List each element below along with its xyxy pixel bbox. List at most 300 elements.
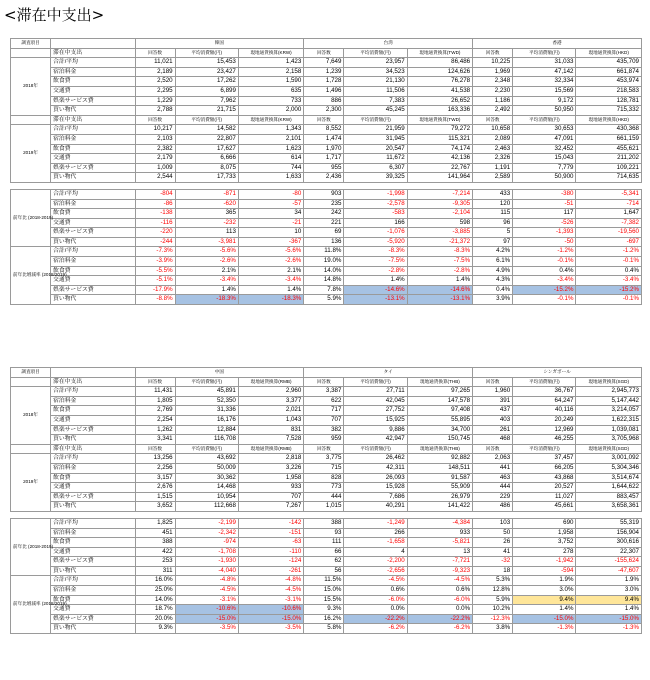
value-cell: -13.1% bbox=[407, 295, 472, 305]
value-cell: 2,326 bbox=[473, 154, 513, 164]
value-cell: -367 bbox=[238, 237, 303, 247]
value-cell: -974 bbox=[175, 538, 238, 548]
value-cell: 148,511 bbox=[407, 463, 472, 473]
value-cell: -21,372 bbox=[407, 237, 472, 247]
table-row bbox=[11, 415, 642, 425]
value-cell: 9.4% bbox=[576, 595, 642, 605]
value-cell: 218,583 bbox=[576, 86, 642, 96]
table-row bbox=[11, 199, 642, 209]
value-cell: 744 bbox=[238, 163, 303, 173]
value-cell: 707 bbox=[304, 415, 344, 425]
value-cell: 1.4% bbox=[344, 276, 407, 286]
value-cell: 147,578 bbox=[407, 396, 472, 406]
value-cell: -6.0% bbox=[344, 595, 407, 605]
value-cell: 451 bbox=[135, 528, 175, 538]
value-cell: -10.6% bbox=[175, 605, 238, 615]
value-cell: 933 bbox=[238, 483, 303, 493]
subheader-avg: 平均消費額(円) bbox=[175, 115, 238, 125]
group-label: 前年比増減率 (2018/2019) bbox=[11, 247, 51, 305]
value-cell: 14.0% bbox=[304, 266, 344, 276]
value-cell: 22,807 bbox=[175, 134, 238, 144]
value-cell: 1,515 bbox=[135, 492, 175, 502]
value-cell: 0.6% bbox=[344, 586, 407, 596]
value-cell: 3.8% bbox=[473, 624, 513, 634]
subheader-avg: 平均消費額(円) bbox=[513, 48, 576, 58]
item-cell: 合計/平均 bbox=[51, 576, 135, 586]
value-cell: 1.4% bbox=[407, 276, 472, 286]
value-cell: 20,249 bbox=[513, 415, 576, 425]
value-cell: 36,767 bbox=[513, 387, 576, 397]
value-cell: 1,009 bbox=[135, 163, 175, 173]
table-row bbox=[11, 586, 642, 596]
table-row bbox=[11, 473, 642, 483]
value-cell: 388 bbox=[135, 538, 175, 548]
value-cell: 690 bbox=[513, 518, 576, 528]
item-cell: 交通費 bbox=[51, 415, 135, 425]
value-cell: 50,950 bbox=[513, 106, 576, 116]
value-cell: 16,176 bbox=[175, 415, 238, 425]
value-cell: 11,431 bbox=[135, 387, 175, 397]
item-cell: 飲食費 bbox=[51, 77, 135, 87]
value-cell: 3,226 bbox=[238, 463, 303, 473]
table-row bbox=[11, 492, 642, 502]
value-cell: -2,200 bbox=[344, 557, 407, 567]
table-row bbox=[11, 77, 642, 87]
value-cell: -9,305 bbox=[407, 199, 472, 209]
value-cell: 441 bbox=[473, 463, 513, 473]
table-row bbox=[11, 96, 642, 106]
table-row bbox=[11, 605, 642, 615]
item-cell: 交通費 bbox=[51, 276, 135, 286]
value-cell: 7,267 bbox=[238, 502, 303, 512]
value-cell: 20,527 bbox=[513, 483, 576, 493]
value-cell: -3.4% bbox=[513, 276, 576, 286]
value-cell: -620 bbox=[175, 199, 238, 209]
value-cell: 10,658 bbox=[473, 125, 513, 135]
value-cell: 41 bbox=[473, 547, 513, 557]
item-cell: 交通費 bbox=[51, 547, 135, 557]
value-cell: 23,957 bbox=[344, 58, 407, 68]
subheader-avg: 平均消費額(円) bbox=[344, 48, 407, 58]
value-cell: 5,147,442 bbox=[576, 396, 642, 406]
item-cell: 娯楽サービス費 bbox=[51, 614, 135, 624]
value-cell: -3.4% bbox=[238, 276, 303, 286]
item-cell: 娯楽サービス費 bbox=[51, 425, 135, 435]
value-cell: 39,325 bbox=[344, 173, 407, 183]
value-cell: 40,291 bbox=[344, 502, 407, 512]
value-cell: -18.3% bbox=[175, 295, 238, 305]
value-cell: 235 bbox=[304, 199, 344, 209]
value-cell: 7,779 bbox=[513, 163, 576, 173]
subheader-lcu: 現地通貨換算(SGD) bbox=[576, 444, 642, 454]
value-cell: 52,350 bbox=[175, 396, 238, 406]
value-cell: 13 bbox=[407, 547, 472, 557]
value-cell: 141,422 bbox=[407, 502, 472, 512]
value-cell: 27,752 bbox=[344, 406, 407, 416]
value-cell: 15,925 bbox=[344, 415, 407, 425]
value-cell: 41,538 bbox=[407, 86, 472, 96]
value-cell: -6.2% bbox=[344, 624, 407, 634]
value-cell: 43,868 bbox=[513, 473, 576, 483]
value-cell: 1.4% bbox=[576, 605, 642, 615]
value-cell: -244 bbox=[135, 237, 175, 247]
item-cell: 宿泊料金 bbox=[51, 134, 135, 144]
value-cell: 15,569 bbox=[513, 86, 576, 96]
value-cell: 2,254 bbox=[135, 415, 175, 425]
value-cell: 903 bbox=[304, 189, 344, 199]
value-cell: 3,001,092 bbox=[576, 454, 642, 464]
value-cell: -697 bbox=[576, 237, 642, 247]
value-cell: 5,304,346 bbox=[576, 463, 642, 473]
value-cell: 117 bbox=[513, 209, 576, 219]
value-cell: -14.6% bbox=[407, 285, 472, 295]
value-cell: -15.2% bbox=[513, 285, 576, 295]
value-cell: 1,015 bbox=[304, 502, 344, 512]
value-cell: -3.1% bbox=[175, 595, 238, 605]
value-cell: 2,103 bbox=[135, 134, 175, 144]
value-cell: 31,033 bbox=[513, 58, 576, 68]
value-cell: 111 bbox=[304, 538, 344, 548]
value-cell: 2,158 bbox=[238, 67, 303, 77]
value-cell: 10,954 bbox=[175, 492, 238, 502]
subheader-lcu: 現地通貨換算(SGD) bbox=[576, 377, 642, 387]
value-cell: 1,958 bbox=[513, 528, 576, 538]
value-cell: 933 bbox=[407, 528, 472, 538]
value-cell: 1,590 bbox=[238, 77, 303, 87]
value-cell: -2,578 bbox=[344, 199, 407, 209]
table-row bbox=[11, 502, 642, 512]
subheader-avg: 平均消費額(円) bbox=[175, 377, 238, 387]
value-cell: 115,321 bbox=[407, 134, 472, 144]
value-cell: 62 bbox=[304, 557, 344, 567]
value-cell: 444 bbox=[473, 483, 513, 493]
value-cell: 2,788 bbox=[135, 106, 175, 116]
value-cell: -7,382 bbox=[576, 218, 642, 228]
group-label: 2019年 bbox=[11, 125, 51, 183]
group-label: 2019年 bbox=[11, 454, 51, 512]
value-cell: -4.5% bbox=[238, 586, 303, 596]
value-cell: 116,708 bbox=[175, 435, 238, 445]
value-cell: -5,821 bbox=[407, 538, 472, 548]
value-cell: 773 bbox=[304, 483, 344, 493]
value-cell: 156,904 bbox=[576, 528, 642, 538]
value-cell: -80 bbox=[238, 189, 303, 199]
item-cell: 合計/平均 bbox=[51, 454, 135, 464]
value-cell: 661,874 bbox=[576, 67, 642, 77]
table-row bbox=[11, 247, 642, 257]
value-cell: 311 bbox=[135, 566, 175, 576]
value-cell: 17,262 bbox=[175, 77, 238, 87]
item-cell: 買い物代 bbox=[51, 624, 135, 634]
value-cell: 1.9% bbox=[576, 576, 642, 586]
value-cell: 97 bbox=[473, 237, 513, 247]
value-cell: -232 bbox=[175, 218, 238, 228]
item-cell: 宿泊料金 bbox=[51, 528, 135, 538]
value-cell: 50,009 bbox=[175, 463, 238, 473]
item-cell: 交通費 bbox=[51, 154, 135, 164]
value-cell: 86,486 bbox=[407, 58, 472, 68]
value-cell: 3.0% bbox=[576, 586, 642, 596]
subheader-lcu: 現地通貨換算(HKD) bbox=[576, 115, 642, 125]
value-cell: -2.6% bbox=[175, 257, 238, 267]
subheader-count: 回答数 bbox=[304, 377, 344, 387]
table-row bbox=[11, 173, 642, 183]
table-row bbox=[11, 154, 642, 164]
value-cell: 7,383 bbox=[344, 96, 407, 106]
subheader-lcu: 現地通貨換算(RMB) bbox=[238, 377, 303, 387]
value-cell: 1,239 bbox=[304, 67, 344, 77]
value-cell: 9,886 bbox=[344, 425, 407, 435]
value-cell: 10,217 bbox=[135, 125, 175, 135]
value-cell: 598 bbox=[407, 218, 472, 228]
value-cell: 3,652 bbox=[135, 502, 175, 512]
table-row bbox=[11, 528, 642, 538]
value-cell: -86 bbox=[135, 199, 175, 209]
value-cell: 5.8% bbox=[304, 624, 344, 634]
value-cell: -47,607 bbox=[576, 566, 642, 576]
value-cell: 1,262 bbox=[135, 425, 175, 435]
value-cell: -0.1% bbox=[576, 257, 642, 267]
value-cell: 1.9% bbox=[513, 576, 576, 586]
group-label: 前年比 (2018-2019) bbox=[11, 518, 51, 576]
value-cell: 3.0% bbox=[513, 586, 576, 596]
item-cell: 合計/平均 bbox=[51, 247, 135, 257]
value-cell: 31,336 bbox=[175, 406, 238, 416]
value-cell: 959 bbox=[304, 435, 344, 445]
value-cell: 2,348 bbox=[473, 77, 513, 87]
table-row bbox=[11, 547, 642, 557]
subheader-count: 回答数 bbox=[135, 444, 175, 454]
value-cell: 163,336 bbox=[407, 106, 472, 116]
item-cell: 宿泊料金 bbox=[51, 199, 135, 209]
value-cell: 365 bbox=[175, 209, 238, 219]
value-cell: 42,136 bbox=[407, 154, 472, 164]
subheader-avg: 平均消費額(円) bbox=[175, 444, 238, 454]
value-cell: 1,043 bbox=[238, 415, 303, 425]
value-cell: 2.1% bbox=[238, 266, 303, 276]
value-cell: 4.3% bbox=[473, 276, 513, 286]
value-cell: -5.5% bbox=[135, 266, 175, 276]
value-cell: 2,676 bbox=[135, 483, 175, 493]
value-cell: -7.5% bbox=[407, 257, 472, 267]
table-row bbox=[11, 218, 642, 228]
value-cell: 3,752 bbox=[513, 538, 576, 548]
value-cell: 1,970 bbox=[304, 144, 344, 154]
subheader-avg: 平均消費額(円) bbox=[344, 377, 407, 387]
value-cell: 2,520 bbox=[135, 77, 175, 87]
value-cell: -15.0% bbox=[238, 614, 303, 624]
value-cell: 0.0% bbox=[407, 605, 472, 615]
value-cell: 50,900 bbox=[513, 173, 576, 183]
value-cell: 2,818 bbox=[238, 454, 303, 464]
value-cell: 7,686 bbox=[344, 492, 407, 502]
value-cell: -4,040 bbox=[175, 566, 238, 576]
item-cell: 娯楽サービス費 bbox=[51, 228, 135, 238]
value-cell: 0.0% bbox=[344, 605, 407, 615]
value-cell: -7.5% bbox=[344, 257, 407, 267]
value-cell: 422 bbox=[135, 547, 175, 557]
value-cell: -7,721 bbox=[407, 557, 472, 567]
table-row bbox=[11, 624, 642, 634]
value-cell: 4 bbox=[344, 547, 407, 557]
value-cell: 2,089 bbox=[473, 134, 513, 144]
value-cell: 1,728 bbox=[304, 77, 344, 87]
item-cell: 飲食費 bbox=[51, 144, 135, 154]
value-cell: -6.0% bbox=[407, 595, 472, 605]
value-cell: 5.3% bbox=[473, 576, 513, 586]
value-cell: 14.8% bbox=[304, 276, 344, 286]
value-cell: 26,652 bbox=[407, 96, 472, 106]
subheader-row bbox=[11, 115, 642, 125]
subheader-count: 回答数 bbox=[135, 377, 175, 387]
value-cell: 278 bbox=[513, 547, 576, 557]
value-cell: 42,947 bbox=[344, 435, 407, 445]
value-cell: 6.1% bbox=[473, 257, 513, 267]
value-cell: -15.0% bbox=[513, 614, 576, 624]
item-cell: 娯楽サービス費 bbox=[51, 557, 135, 567]
value-cell: 93 bbox=[304, 528, 344, 538]
value-cell: -15.2% bbox=[576, 285, 642, 295]
value-cell: 242 bbox=[304, 209, 344, 219]
value-cell: -1.2% bbox=[576, 247, 642, 257]
item-cell: 合計/平均 bbox=[51, 58, 135, 68]
value-cell: 9.3% bbox=[135, 624, 175, 634]
value-cell: 15.5% bbox=[304, 595, 344, 605]
subheader-lcu: 現地通貨換算(THB) bbox=[407, 377, 472, 387]
value-cell: 17,733 bbox=[175, 173, 238, 183]
value-cell: 26,093 bbox=[344, 473, 407, 483]
value-cell: -1.3% bbox=[576, 624, 642, 634]
item-cell: 買い物代 bbox=[51, 566, 135, 576]
value-cell: -22.2% bbox=[407, 614, 472, 624]
value-cell: 10 bbox=[238, 228, 303, 238]
value-cell: 136 bbox=[304, 237, 344, 247]
value-cell: -10.6% bbox=[238, 605, 303, 615]
subheader-count: 回答数 bbox=[135, 115, 175, 125]
value-cell: 25.0% bbox=[135, 586, 175, 596]
value-cell: 3,387 bbox=[304, 387, 344, 397]
value-cell: 15,453 bbox=[175, 58, 238, 68]
value-cell: -9,323 bbox=[407, 566, 472, 576]
value-cell: 31,945 bbox=[344, 134, 407, 144]
group-label: 前年比増減率 (2018/2019) bbox=[11, 576, 51, 634]
table-row bbox=[11, 58, 642, 68]
value-cell: 435,709 bbox=[576, 58, 642, 68]
spacer-row bbox=[11, 511, 642, 518]
item-cell: 飲食費 bbox=[51, 473, 135, 483]
value-cell: 2,492 bbox=[473, 106, 513, 116]
value-cell: 18.7% bbox=[135, 605, 175, 615]
value-cell: 1,633 bbox=[238, 173, 303, 183]
value-cell: 455,621 bbox=[576, 144, 642, 154]
subheader-row bbox=[11, 377, 642, 387]
item-cell: 娯楽サービス費 bbox=[51, 285, 135, 295]
value-cell: -15.0% bbox=[576, 614, 642, 624]
value-cell: -110 bbox=[238, 547, 303, 557]
value-cell: 3,341 bbox=[135, 435, 175, 445]
item-cell: 合計/平均 bbox=[51, 518, 135, 528]
item-cell: 飲食費 bbox=[51, 209, 135, 219]
value-cell: 717 bbox=[304, 406, 344, 416]
value-cell: -804 bbox=[135, 189, 175, 199]
table-row bbox=[11, 576, 642, 586]
value-cell: 1,969 bbox=[473, 67, 513, 77]
value-cell: 0.4% bbox=[576, 266, 642, 276]
value-cell: 2,021 bbox=[238, 406, 303, 416]
value-cell: 2,063 bbox=[473, 454, 513, 464]
table-row bbox=[11, 557, 642, 567]
value-cell: 55,319 bbox=[576, 518, 642, 528]
value-cell: 1,191 bbox=[473, 163, 513, 173]
value-cell: -8.3% bbox=[407, 247, 472, 257]
value-cell: 2,769 bbox=[135, 406, 175, 416]
item-header: 調査項目 bbox=[11, 368, 51, 378]
value-cell: 22,767 bbox=[407, 163, 472, 173]
value-cell: 2,544 bbox=[135, 173, 175, 183]
value-cell: 150,745 bbox=[407, 435, 472, 445]
value-cell: 4.2% bbox=[473, 247, 513, 257]
value-cell: -380 bbox=[513, 189, 576, 199]
item-cell: 買い物代 bbox=[51, 295, 135, 305]
value-cell: 2,589 bbox=[473, 173, 513, 183]
value-cell: -1,708 bbox=[175, 547, 238, 557]
value-cell: 50 bbox=[473, 528, 513, 538]
value-cell: 261 bbox=[473, 425, 513, 435]
value-cell: 1,647 bbox=[576, 209, 642, 219]
value-cell: 34,700 bbox=[407, 425, 472, 435]
item-cell: 合計/平均 bbox=[51, 125, 135, 135]
item-cell: 買い物代 bbox=[51, 237, 135, 247]
value-cell: 11,027 bbox=[513, 492, 576, 502]
item-cell: 飲食費 bbox=[51, 266, 135, 276]
value-cell: 21,959 bbox=[344, 125, 407, 135]
value-cell: -5,920 bbox=[344, 237, 407, 247]
table-row bbox=[11, 595, 642, 605]
value-cell: 34,523 bbox=[344, 67, 407, 77]
table-row bbox=[11, 86, 642, 96]
value-cell: 2,256 bbox=[135, 463, 175, 473]
item-cell: 飲食費 bbox=[51, 406, 135, 416]
value-cell: 622 bbox=[304, 396, 344, 406]
value-cell: 2,382 bbox=[135, 144, 175, 154]
table-row bbox=[11, 406, 642, 416]
value-cell: -63 bbox=[238, 538, 303, 548]
item-cell: 買い物代 bbox=[51, 435, 135, 445]
value-cell: 0.6% bbox=[407, 586, 472, 596]
value-cell: 1,805 bbox=[135, 396, 175, 406]
value-cell: 9,172 bbox=[513, 96, 576, 106]
value-cell: -19,560 bbox=[576, 228, 642, 238]
table-row bbox=[11, 295, 642, 305]
table-row bbox=[11, 614, 642, 624]
value-cell: -594 bbox=[513, 566, 576, 576]
value-cell: 2,960 bbox=[238, 387, 303, 397]
table-row bbox=[11, 396, 642, 406]
value-cell: 1,229 bbox=[135, 96, 175, 106]
value-cell: 1,186 bbox=[473, 96, 513, 106]
table-row bbox=[11, 266, 642, 276]
subheader-avg: 平均消費額(円) bbox=[175, 48, 238, 58]
value-cell: 2,945,773 bbox=[576, 387, 642, 397]
item-cell: 合計/平均 bbox=[51, 189, 135, 199]
value-cell: 26,462 bbox=[344, 454, 407, 464]
value-cell: -2,342 bbox=[175, 528, 238, 538]
item-cell: 買い物代 bbox=[51, 106, 135, 116]
subheader-count: 回答数 bbox=[473, 444, 513, 454]
country-name: タイ bbox=[304, 368, 473, 378]
value-cell: 42,045 bbox=[344, 396, 407, 406]
item-cell: 滞在中支出 bbox=[51, 115, 135, 125]
